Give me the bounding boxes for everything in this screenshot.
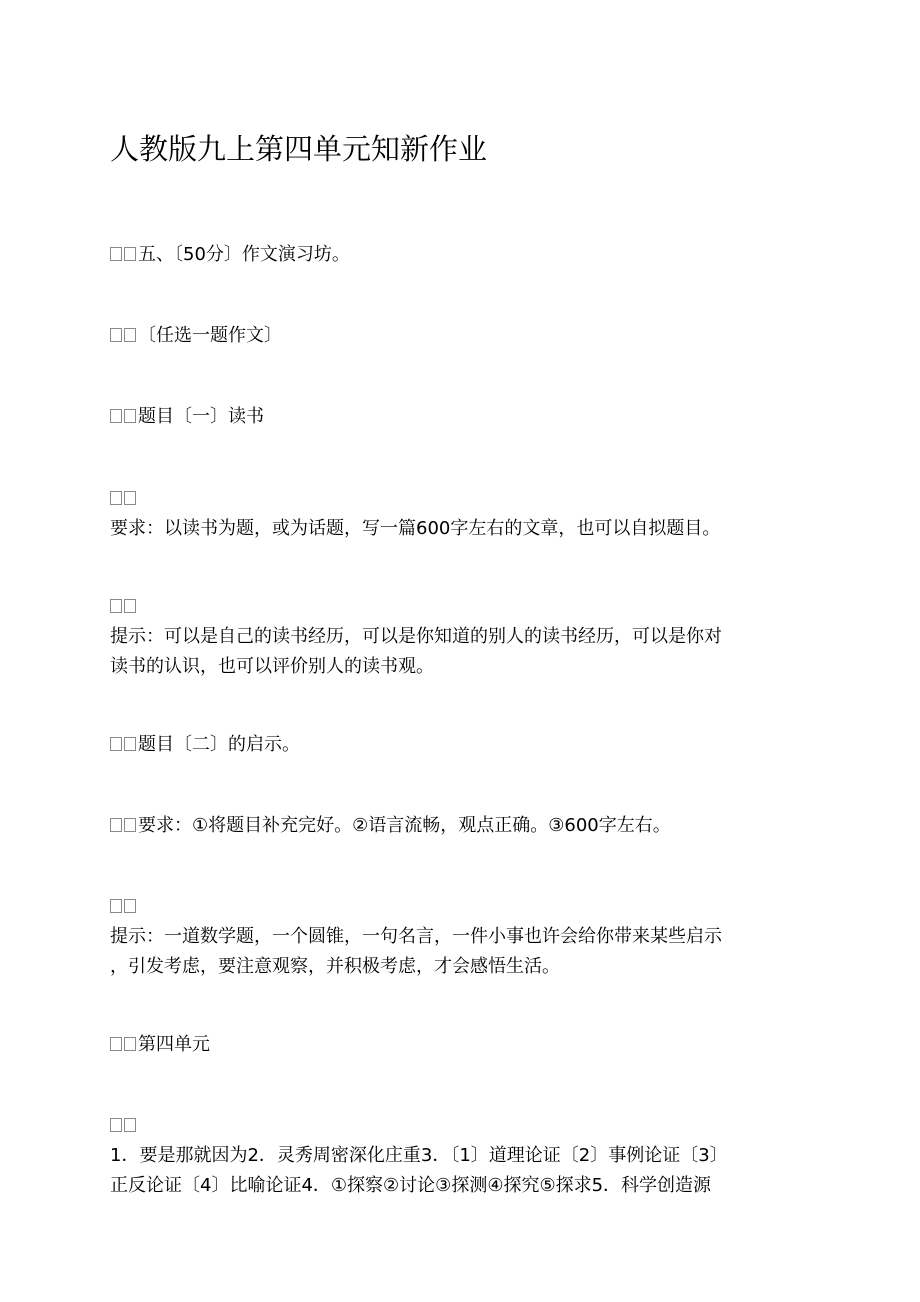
paragraph-requirement-one <box>110 484 720 544</box>
placeholder-glyph-icon <box>110 491 122 505</box>
paragraph-text: 要求：以读书为题，或为话题，写一篇600字左右的文章，也可以自拟题目。 <box>110 518 721 539</box>
placeholder-glyph-icon <box>124 899 136 913</box>
paragraph-text: 五、〔50分〕作文演习坊。 <box>138 244 350 265</box>
paragraph-text: 题目〔二〕的启示。 <box>138 734 300 755</box>
paragraph-text: 题目〔一〕读书 <box>138 406 264 427</box>
placeholder-glyph-icon <box>110 1118 122 1132</box>
paragraph-answers <box>110 1111 728 1201</box>
paragraph-text: 〔任选一题作文〕 <box>138 325 282 346</box>
paragraph-text: 要求：①将题目补充完好。②语言流畅，观点正确。③600字左右。 <box>138 815 671 836</box>
placeholder-glyph-icon <box>110 899 122 913</box>
placeholder-glyph-icon <box>124 737 136 751</box>
paragraph-choose-topic <box>110 321 282 351</box>
placeholder-glyph-icon <box>124 491 136 505</box>
placeholder-glyph-icon <box>124 1037 136 1051</box>
placeholder-glyph-icon <box>110 599 122 613</box>
placeholder-glyph-icon <box>110 247 122 261</box>
placeholder-glyph-icon <box>110 818 122 832</box>
paragraph-text: 1．要是那就因为2．灵秀周密深化庄重3．〔1〕道理论证〔2〕事例论证〔3〕 <box>110 1145 728 1166</box>
paragraph-text: 第四单元 <box>138 1034 210 1055</box>
placeholder-glyph-icon <box>110 1037 122 1051</box>
placeholder-glyph-icon <box>110 409 122 423</box>
paragraph-text: 提示：可以是自己的读书经历，可以是你知道的别人的读书经历，可以是你对 <box>110 626 722 647</box>
placeholder-glyph-icon <box>124 409 136 423</box>
placeholder-glyph-icon <box>124 328 136 342</box>
placeholder-glyph-icon <box>124 1118 136 1132</box>
placeholder-glyph-icon <box>124 599 136 613</box>
paragraph-text: ，引发考虑，要注意观察，并积极考虑，才会感悟生活。 <box>110 956 560 977</box>
paragraph-topic-one <box>110 402 264 432</box>
placeholder-glyph-icon <box>124 818 136 832</box>
placeholder-glyph-icon <box>110 328 122 342</box>
paragraph-text: 正反论证〔4〕比喻论证4．①探察②讨论③探测④探究⑤探求5．科学创造源 <box>110 1175 712 1196</box>
paragraph-text: 提示：一道数学题，一个圆锥，一句名言，一件小事也许会给你带来某些启示 <box>110 926 722 947</box>
paragraph-hint-one <box>110 592 722 682</box>
placeholder-glyph-icon <box>124 247 136 261</box>
paragraph-text: 读书的认识，也可以评价别人的读书观。 <box>110 656 434 677</box>
paragraph-unit-four <box>110 1030 210 1060</box>
paragraph-hint-two <box>110 892 722 982</box>
placeholder-glyph-icon <box>110 737 122 751</box>
document-title: 人教版九上第四单元知新作业 <box>110 132 488 167</box>
paragraph-requirement-two <box>110 811 671 841</box>
paragraph-section-five <box>110 240 350 270</box>
paragraph-topic-two <box>110 730 300 760</box>
